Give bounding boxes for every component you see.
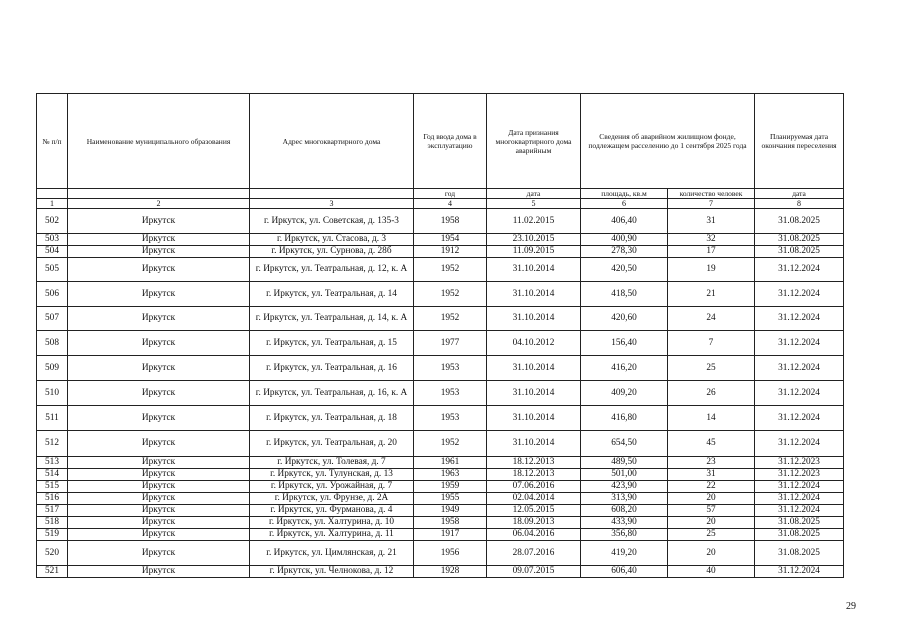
cell-address: г. Иркутск, ул. Тулунская, д. 13 [250, 469, 414, 481]
cell-people: 26 [668, 381, 755, 406]
table-row [37, 431, 844, 457]
cell-planned: 31.12.2024 [755, 307, 844, 331]
cell-address: г. Иркутск, ул. Театральная, д. 15 [250, 331, 414, 356]
cell-no: 509 [37, 356, 68, 381]
cell-date: 11.02.2015 [487, 209, 581, 234]
cell-year: 1963 [414, 469, 487, 481]
cell-year: 1955 [414, 493, 487, 505]
cell-municipality: Иркутск [68, 505, 250, 517]
cell-planned: 31.08.2025 [755, 517, 844, 529]
cell-date: 12.05.2015 [487, 505, 581, 517]
page-number: 29 [846, 601, 856, 612]
table-row [37, 282, 844, 307]
cell-planned: 31.12.2024 [755, 431, 844, 457]
cell-year: 1953 [414, 406, 487, 431]
cell-no: 504 [37, 246, 68, 258]
cell-planned: 31.12.2024 [755, 381, 844, 406]
header-row [37, 94, 844, 189]
table-row [37, 258, 844, 282]
cell-address: г. Иркутск, ул. Фрунзе, д. 2А [250, 493, 414, 505]
cell-no: 520 [37, 541, 68, 566]
cell-municipality: Иркутск [68, 234, 250, 246]
col-year-header: Год ввода дома в эксплуатацию [414, 94, 487, 189]
cell-area: 606,40 [581, 566, 668, 578]
sub-empty-3 [250, 189, 414, 199]
cell-address: г. Иркутск, ул. Халтурина, д. 10 [250, 517, 414, 529]
cell-address: г. Иркутск, ул. Толевая, д. 7 [250, 457, 414, 469]
sub-empty-1 [37, 189, 68, 199]
cell-year: 1952 [414, 282, 487, 307]
cell-municipality: Иркутск [68, 307, 250, 331]
cell-municipality: Иркутск [68, 381, 250, 406]
housing-register-table [36, 93, 844, 578]
cell-no: 503 [37, 234, 68, 246]
table-row [37, 381, 844, 406]
cell-people: 20 [668, 517, 755, 529]
col-municipality-header: Наименование муниципального образования [68, 94, 250, 189]
cell-date: 07.06.2016 [487, 481, 581, 493]
cell-address: г. Иркутск, ул. Театральная, д. 14 [250, 282, 414, 307]
cell-people: 25 [668, 529, 755, 541]
cell-area: 489,50 [581, 457, 668, 469]
cell-date: 04.10.2012 [487, 331, 581, 356]
col-number: 7 [668, 199, 755, 209]
cell-year: 1958 [414, 209, 487, 234]
cell-year: 1961 [414, 457, 487, 469]
cell-area: 356,80 [581, 529, 668, 541]
col-number: 5 [487, 199, 581, 209]
table-row [37, 246, 844, 258]
cell-date: 06.04.2016 [487, 529, 581, 541]
cell-area: 423,90 [581, 481, 668, 493]
cell-municipality: Иркутск [68, 481, 250, 493]
cell-date: 18.09.2013 [487, 517, 581, 529]
cell-date: 09.07.2015 [487, 566, 581, 578]
cell-year: 1958 [414, 517, 487, 529]
cell-planned: 31.12.2024 [755, 282, 844, 307]
cell-planned: 31.12.2023 [755, 457, 844, 469]
cell-municipality: Иркутск [68, 517, 250, 529]
cell-date: 31.10.2014 [487, 356, 581, 381]
table-row [37, 307, 844, 331]
cell-area: 278,30 [581, 246, 668, 258]
cell-address: г. Иркутск, ул. Урожайная, д. 7 [250, 481, 414, 493]
cell-municipality: Иркутск [68, 469, 250, 481]
cell-people: 14 [668, 406, 755, 431]
cell-planned: 31.12.2024 [755, 481, 844, 493]
table-row [37, 356, 844, 381]
cell-people: 17 [668, 246, 755, 258]
cell-date: 28.07.2016 [487, 541, 581, 566]
cell-municipality: Иркутск [68, 356, 250, 381]
table-row [37, 481, 844, 493]
cell-area: 433,90 [581, 517, 668, 529]
cell-municipality: Иркутск [68, 282, 250, 307]
cell-no: 511 [37, 406, 68, 431]
cell-municipality: Иркутск [68, 209, 250, 234]
cell-municipality: Иркутск [68, 566, 250, 578]
cell-people: 40 [668, 566, 755, 578]
cell-people: 19 [668, 258, 755, 282]
cell-year: 1956 [414, 541, 487, 566]
sub-people: количество человек [668, 189, 755, 199]
cell-year: 1952 [414, 307, 487, 331]
cell-no: 505 [37, 258, 68, 282]
cell-year: 1952 [414, 431, 487, 457]
table-row [37, 406, 844, 431]
table-row [37, 457, 844, 469]
col-number: 4 [414, 199, 487, 209]
cell-no: 518 [37, 517, 68, 529]
col-address-header: Адрес многоквартирного дома [250, 94, 414, 189]
cell-planned: 31.08.2025 [755, 209, 844, 234]
table-row [37, 529, 844, 541]
cell-planned: 31.12.2024 [755, 566, 844, 578]
cell-no: 516 [37, 493, 68, 505]
cell-people: 31 [668, 209, 755, 234]
cell-date: 31.10.2014 [487, 258, 581, 282]
cell-address: г. Иркутск, ул. Театральная, д. 14, к. А [250, 307, 414, 331]
cell-municipality: Иркутск [68, 541, 250, 566]
cell-date: 31.10.2014 [487, 282, 581, 307]
cell-address: г. Иркутск, ул. Советская, д. 135-3 [250, 209, 414, 234]
cell-people: 32 [668, 234, 755, 246]
table-row [37, 517, 844, 529]
cell-no: 519 [37, 529, 68, 541]
col-number: 2 [68, 199, 250, 209]
cell-year: 1917 [414, 529, 487, 541]
cell-no: 517 [37, 505, 68, 517]
cell-municipality: Иркутск [68, 258, 250, 282]
cell-year: 1912 [414, 246, 487, 258]
cell-area: 400,90 [581, 234, 668, 246]
cell-municipality: Иркутск [68, 431, 250, 457]
cell-date: 31.10.2014 [487, 406, 581, 431]
sub-area: площадь, кв.м [581, 189, 668, 199]
cell-no: 506 [37, 282, 68, 307]
cell-planned: 31.12.2024 [755, 406, 844, 431]
cell-year: 1949 [414, 505, 487, 517]
cell-people: 20 [668, 541, 755, 566]
col-number: 6 [581, 199, 668, 209]
cell-municipality: Иркутск [68, 529, 250, 541]
table-row [37, 566, 844, 578]
cell-planned: 31.08.2025 [755, 541, 844, 566]
cell-people: 7 [668, 331, 755, 356]
cell-people: 23 [668, 457, 755, 469]
cell-no: 515 [37, 481, 68, 493]
cell-no: 512 [37, 431, 68, 457]
cell-people: 21 [668, 282, 755, 307]
cell-planned: 31.12.2024 [755, 356, 844, 381]
cell-address: г. Иркутск, ул. Стасова, д. 3 [250, 234, 414, 246]
cell-year: 1954 [414, 234, 487, 246]
cell-municipality: Иркутск [68, 406, 250, 431]
cell-date: 18.12.2013 [487, 457, 581, 469]
cell-area: 406,40 [581, 209, 668, 234]
cell-area: 654,50 [581, 431, 668, 457]
cell-area: 156,40 [581, 331, 668, 356]
cell-municipality: Иркутск [68, 331, 250, 356]
cell-address: г. Иркутск, ул. Театральная, д. 20 [250, 431, 414, 457]
cell-people: 25 [668, 356, 755, 381]
cell-area: 420,50 [581, 258, 668, 282]
cell-no: 507 [37, 307, 68, 331]
cell-address: г. Иркутск, ул. Театральная, д. 12, к. А [250, 258, 414, 282]
cell-planned: 31.08.2025 [755, 234, 844, 246]
table-row [37, 209, 844, 234]
cell-address: г. Иркутск, ул. Театральная, д. 18 [250, 406, 414, 431]
table-row [37, 469, 844, 481]
sub-date: дата [487, 189, 581, 199]
cell-planned: 31.12.2024 [755, 331, 844, 356]
cell-no: 502 [37, 209, 68, 234]
cell-area: 501,00 [581, 469, 668, 481]
cell-date: 31.10.2014 [487, 307, 581, 331]
cell-municipality: Иркутск [68, 246, 250, 258]
col-number: 8 [755, 199, 844, 209]
cell-people: 45 [668, 431, 755, 457]
cell-address: г. Иркутск, ул. Фурманова, д. 4 [250, 505, 414, 517]
cell-year: 1928 [414, 566, 487, 578]
column-number-row [37, 199, 844, 209]
cell-year: 1953 [414, 356, 487, 381]
cell-date: 23.10.2015 [487, 234, 581, 246]
cell-municipality: Иркутск [68, 457, 250, 469]
cell-area: 416,80 [581, 406, 668, 431]
table-row [37, 331, 844, 356]
cell-people: 24 [668, 307, 755, 331]
cell-date: 31.10.2014 [487, 431, 581, 457]
sub-date2: дата [755, 189, 844, 199]
cell-area: 420,60 [581, 307, 668, 331]
table-row [37, 505, 844, 517]
cell-area: 409,20 [581, 381, 668, 406]
cell-no: 510 [37, 381, 68, 406]
table-row [37, 541, 844, 566]
cell-people: 22 [668, 481, 755, 493]
cell-area: 418,50 [581, 282, 668, 307]
cell-no: 521 [37, 566, 68, 578]
cell-no: 508 [37, 331, 68, 356]
col-number: 3 [250, 199, 414, 209]
table-body [37, 209, 844, 578]
cell-no: 513 [37, 457, 68, 469]
cell-people: 31 [668, 469, 755, 481]
cell-year: 1952 [414, 258, 487, 282]
cell-year: 1959 [414, 481, 487, 493]
col-recognition-header: Дата признания многоквартирного дома аварийным [487, 94, 581, 189]
cell-date: 02.04.2014 [487, 493, 581, 505]
cell-municipality: Иркутск [68, 493, 250, 505]
cell-area: 608,20 [581, 505, 668, 517]
col-planned-header: Планируемая дата окончания переселения [755, 94, 844, 189]
cell-planned: 31.12.2024 [755, 258, 844, 282]
cell-address: г. Иркутск, ул. Челнокова, д. 12 [250, 566, 414, 578]
cell-planned: 31.12.2024 [755, 505, 844, 517]
sub-year: год [414, 189, 487, 199]
table-row [37, 493, 844, 505]
cell-planned: 31.12.2023 [755, 469, 844, 481]
cell-address: г. Иркутск, ул. Халтурина, д. 11 [250, 529, 414, 541]
cell-area: 416,20 [581, 356, 668, 381]
cell-date: 18.12.2013 [487, 469, 581, 481]
cell-people: 20 [668, 493, 755, 505]
cell-address: г. Иркутск, ул. Сурнова, д. 28б [250, 246, 414, 258]
col-number: 1 [37, 199, 68, 209]
subheader-row [37, 189, 844, 199]
cell-no: 514 [37, 469, 68, 481]
cell-address: г. Иркутск, ул. Цимлянская, д. 21 [250, 541, 414, 566]
cell-planned: 31.12.2024 [755, 493, 844, 505]
cell-date: 31.10.2014 [487, 381, 581, 406]
cell-year: 1953 [414, 381, 487, 406]
cell-planned: 31.08.2025 [755, 529, 844, 541]
cell-people: 57 [668, 505, 755, 517]
cell-planned: 31.08.2025 [755, 246, 844, 258]
cell-area: 419,20 [581, 541, 668, 566]
sub-empty-2 [68, 189, 250, 199]
col-no-header: № п/п [37, 94, 68, 189]
table-row [37, 234, 844, 246]
cell-area: 313,90 [581, 493, 668, 505]
cell-date: 11.09.2015 [487, 246, 581, 258]
cell-address: г. Иркутск, ул. Театральная, д. 16 [250, 356, 414, 381]
cell-year: 1977 [414, 331, 487, 356]
cell-address: г. Иркутск, ул. Театральная, д. 16, к. А [250, 381, 414, 406]
col-info-header: Сведения об аварийном жилищном фонде, подлежащем расселению до 1 сентября 2025 года [581, 94, 755, 189]
